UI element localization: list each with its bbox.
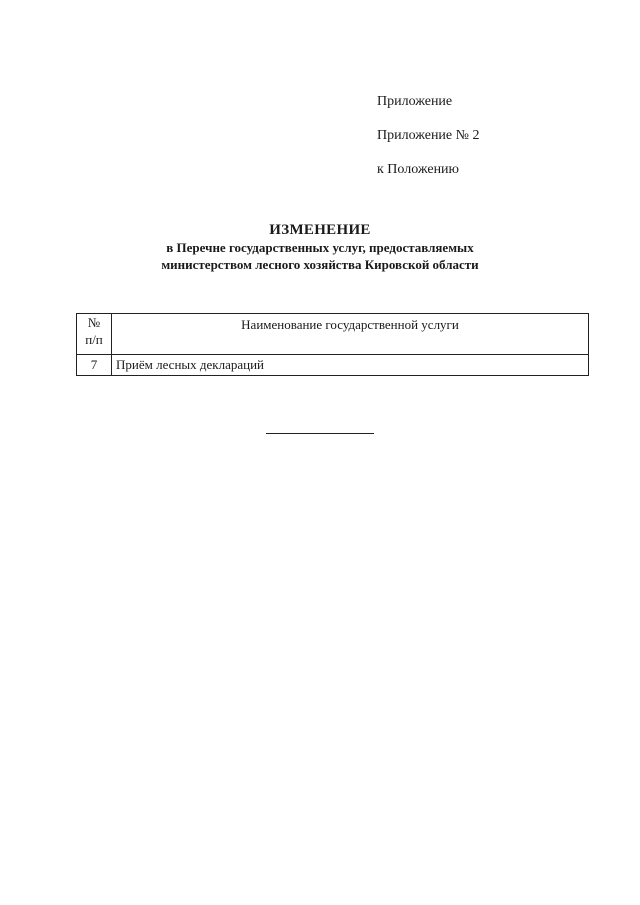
row-number-cell: 7	[77, 355, 112, 376]
table-row	[77, 355, 589, 376]
heading-subtitle-line-1: в Перечне государственных услуг, предоставляемых	[166, 240, 474, 255]
appendix-block	[377, 94, 480, 196]
header-number-abbrev: п/п	[85, 332, 103, 347]
appendix-line-3: к Положению	[377, 162, 460, 177]
heading-subtitle-line-2: министерством лесного хозяйства Кировской области	[161, 257, 479, 272]
row-name-cell: Приём лесных деклараций	[112, 355, 589, 376]
end-separator-line	[266, 433, 374, 434]
document-heading	[0, 222, 640, 273]
header-number-cell	[77, 314, 112, 355]
header-number-symbol: №	[87, 315, 101, 330]
services-table	[76, 313, 589, 376]
header-name-cell: Наименование государственной услуги	[112, 314, 589, 355]
table-header-row	[77, 314, 589, 355]
appendix-line-2: Приложение № 2	[377, 128, 480, 143]
heading-title: ИЗМЕНЕНИЕ	[269, 222, 371, 238]
appendix-line-1: Приложение	[377, 94, 453, 109]
